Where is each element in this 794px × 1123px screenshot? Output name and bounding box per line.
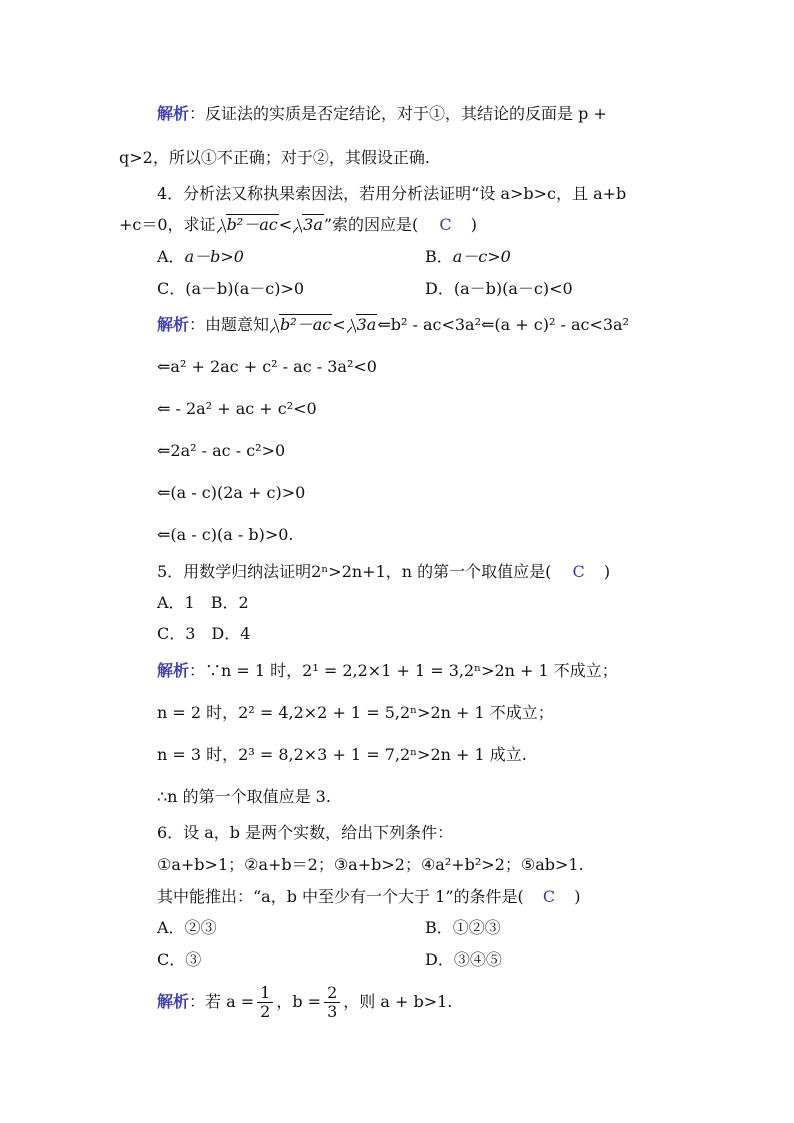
option-row <box>157 593 249 613</box>
fraction-denominator: 3 <box>327 1002 338 1021</box>
analysis-tag: 解析 <box>157 992 190 1011</box>
analysis-text: ：反证法的实质是否定结论，对于①，其结论的反面是 p + <box>189 104 607 123</box>
question-text: 4．分析法又称执果索因法，若用分析法证明“设 a>b>c，且 a+b <box>157 184 627 203</box>
analysis-text: ：∵n = 1 时，2¹ = 2,2×1 + 1 = 3,2ⁿ>2n + 1 不成立； <box>189 661 618 680</box>
analysis-line <box>157 315 629 335</box>
condition-list <box>157 855 584 875</box>
step-text: ⇐(a - c)(2a + c)>0 <box>157 483 306 502</box>
sqrt-symbol <box>293 215 324 235</box>
analysis-line <box>157 661 618 681</box>
option-row <box>157 247 511 267</box>
option <box>425 279 573 299</box>
question-6-prompt <box>157 887 580 907</box>
analysis-tag: 解析 <box>157 104 190 123</box>
question-5-stem <box>157 562 610 582</box>
step-text: ⇐ - 2a² + ac + c²<0 <box>157 399 317 418</box>
less-than: < <box>332 315 346 334</box>
analysis-tag: 解析 <box>157 315 190 334</box>
option-row <box>157 624 250 644</box>
question-text: 6．设 a，b 是两个实数，给出下列条件： <box>157 823 454 842</box>
option-label: C． <box>157 950 186 969</box>
analysis-text: ，b = <box>276 992 322 1011</box>
analysis-line <box>157 703 554 723</box>
analysis-line <box>157 982 452 1022</box>
question-text: 5．用数学归纳法证明2ⁿ>2n+1，n 的第一个取值应是( <box>157 562 552 581</box>
analysis-text: ：若 a = <box>189 992 255 1011</box>
option <box>425 918 501 938</box>
option-text: ①②③ <box>452 918 501 937</box>
answer-letter: C <box>542 887 556 906</box>
analysis-tag: 解析 <box>157 661 190 680</box>
radicand: b²－ac <box>226 215 278 234</box>
close-paren: ) <box>470 215 477 234</box>
conditions-text: ①a+b>1；②a+b＝2；③a+b>2；④a²+b²>2；⑤ab>1. <box>157 855 584 874</box>
option-label: B． <box>425 918 453 937</box>
analysis-line <box>157 745 527 765</box>
answer-letter: C <box>439 215 452 234</box>
derivation-step <box>157 399 317 419</box>
step-text: ⇐(a - c)(a - b)>0. <box>157 525 294 544</box>
analysis-text: ：由题意知 <box>189 315 270 334</box>
less-than: < <box>278 215 293 234</box>
step-text: ⇐2a² - ac - c²>0 <box>157 441 286 460</box>
analysis-text: ，则 a + b>1. <box>343 992 453 1011</box>
option-text: A．1 B．2 <box>157 593 249 612</box>
option-label: A． <box>157 918 185 937</box>
question-text: 其中能推出：“a，b 中至少有一个大于 1”的条件是( <box>157 887 524 906</box>
analysis-text: n = 2 时，2² = 4,2×2 + 1 = 5,2ⁿ>2n + 1 不成立； <box>157 703 554 722</box>
option-text: ②③ <box>184 918 217 937</box>
derivation-step <box>157 441 285 461</box>
option-text: C．3 D．4 <box>157 624 251 643</box>
option-text: (a－b)(a－c)<0 <box>453 279 573 298</box>
option-text: ③ <box>185 950 202 969</box>
option-row <box>157 950 502 970</box>
close-paren: ) <box>574 887 581 906</box>
option-label: D． <box>425 950 454 969</box>
answer-letter: C <box>572 562 585 581</box>
option <box>425 950 502 970</box>
radicand: 3a <box>303 215 323 234</box>
fraction-numerator: 2 <box>324 984 340 1003</box>
analysis-text: q>2，所以①不正确；对于②，其假设正确. <box>119 148 430 167</box>
option-row <box>157 279 573 299</box>
analysis-line <box>157 104 607 124</box>
analysis-text: ∴n 的第一个取值应是 3. <box>157 787 331 806</box>
question-text: ”索的因应是( <box>323 215 419 234</box>
sqrt-symbol <box>347 315 378 335</box>
analysis-text: n = 3 时，2³ = 8,2×3 + 1 = 7,2ⁿ>2n + 1 成立. <box>157 745 527 764</box>
question-text: +c＝0，求证 <box>119 215 216 234</box>
sqrt-symbol <box>217 215 279 235</box>
analysis-line <box>157 787 331 807</box>
step-text: ⇐a² + 2ac + c² - ac - 3a²<0 <box>157 357 377 376</box>
option-label: A． <box>157 247 185 266</box>
derivation-step <box>157 357 377 377</box>
fraction <box>324 984 340 1021</box>
derivation-step <box>157 525 293 545</box>
option-row <box>157 918 501 938</box>
sqrt-symbol <box>270 315 332 335</box>
fraction <box>257 984 273 1021</box>
question-6-stem <box>157 823 453 843</box>
question-4-stem-2 <box>119 215 477 235</box>
option-text: (a－b)(a－c)>0 <box>185 279 305 298</box>
radicand: b²－ac <box>280 315 332 334</box>
option-label: C． <box>157 279 186 298</box>
close-paren: ) <box>603 562 611 581</box>
option-label: B． <box>425 247 453 266</box>
derivation-step <box>157 483 305 503</box>
fraction-numerator: 1 <box>257 984 273 1003</box>
analysis-text: ⇐b² - ac<3a²⇐(a + c)² - ac<3a² <box>377 315 630 334</box>
option-text: a－c>0 <box>452 247 511 266</box>
option <box>425 247 511 267</box>
radicand: 3a <box>356 315 377 334</box>
option-text: a－b>0 <box>184 247 244 266</box>
option-label: D． <box>425 279 454 298</box>
analysis-line <box>119 148 430 168</box>
fraction-denominator: 2 <box>260 1002 271 1021</box>
question-4-stem <box>157 184 626 204</box>
option-text: ③④⑤ <box>453 950 502 969</box>
